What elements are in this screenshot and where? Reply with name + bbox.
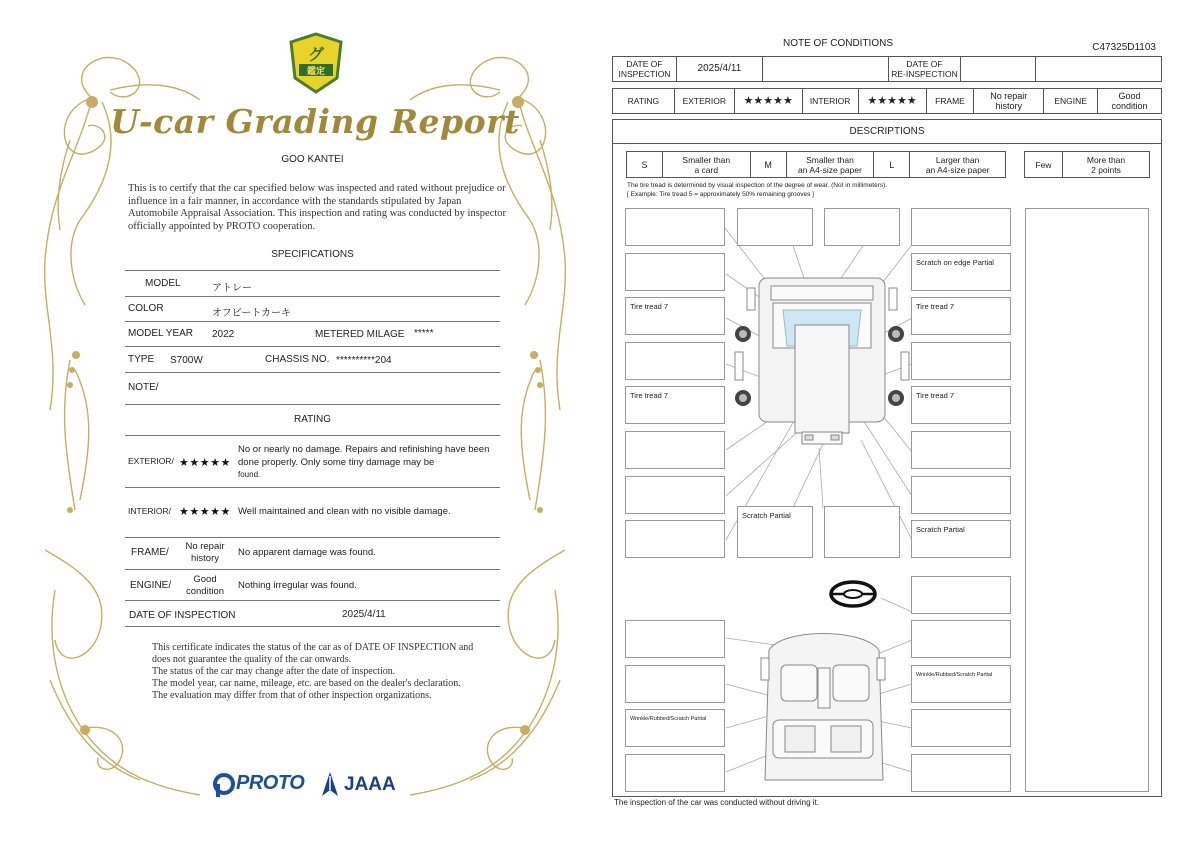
engine-value <box>176 574 234 597</box>
engine-description: Nothing irregular was found. <box>238 580 357 591</box>
legend-text: Larger than <box>935 154 980 165</box>
callout-box <box>911 342 1011 380</box>
legend-few: Few <box>1025 152 1063 178</box>
callout-text: Tire tread 7 <box>916 302 955 311</box>
note-label: NOTE/ <box>128 382 159 393</box>
car-top-view <box>735 278 909 444</box>
notes-column-box <box>1025 208 1149 792</box>
rating-header: RATING <box>613 89 675 114</box>
exterior-label: EXTERIOR/ <box>128 456 174 466</box>
rule <box>125 404 500 405</box>
goo-kantei-badge <box>287 32 345 96</box>
callout-box <box>625 520 725 558</box>
empty-cell <box>762 57 888 82</box>
date-of-inspection-value: 2025/4/11 <box>342 609 386 620</box>
report-subtitle: GOO KANTEI <box>281 154 344 165</box>
empty-cell <box>961 57 1036 82</box>
callout-box <box>824 506 900 558</box>
exterior-description <box>238 444 500 482</box>
chassis-value: **********204 <box>336 355 392 366</box>
label: DATE OF <box>626 59 663 69</box>
grading-certificate <box>40 30 585 820</box>
color-value: オフビートカーキ <box>212 308 291 319</box>
exterior-header: EXTERIOR <box>674 89 734 114</box>
legend-text: More than <box>1086 154 1126 165</box>
metered-milage-value: ***** <box>414 328 434 339</box>
date-of-inspection-header <box>613 57 677 82</box>
proto-logo-icon <box>212 772 236 798</box>
frame-value-line1: No repair <box>185 541 225 552</box>
interior-stars: ★★★★★ <box>179 506 231 518</box>
callout-box-interior-right <box>911 665 1011 703</box>
date-of-inspection-value: 2025/4/11 <box>676 57 762 82</box>
callout-text: Tire tread 7 <box>630 391 669 400</box>
rule <box>125 270 500 271</box>
callout-box <box>625 208 725 246</box>
rule <box>125 626 500 627</box>
callout-box <box>911 208 1011 246</box>
proto-logo-text: PROTO <box>236 772 305 794</box>
engine-label: ENGINE/ <box>130 580 172 591</box>
callout-box <box>911 431 1011 469</box>
logos <box>212 770 412 800</box>
callout-box-scratch-rear-left <box>737 506 813 558</box>
callout-text: Scratch Partial <box>742 511 791 520</box>
callout-box <box>737 208 813 246</box>
frame-value-line2: history <box>191 552 219 564</box>
model-year-value: 2022 <box>212 329 235 340</box>
rule <box>125 435 500 436</box>
type-label: TYPE <box>128 354 155 365</box>
rule <box>125 321 500 322</box>
svg-text:グ: グ <box>307 45 325 64</box>
callout-box-steering <box>911 576 1011 614</box>
engine-value-line1: Good <box>193 574 217 585</box>
callout-text: Tire tread 7 <box>916 391 955 400</box>
model-value: アトレー <box>212 283 252 294</box>
date-of-reinspection-header <box>888 57 961 82</box>
rule <box>125 537 500 538</box>
callout-text: Tire tread 7 <box>630 302 669 311</box>
chassis-label: CHASSIS NO. <box>265 354 330 365</box>
specifications-heading: SPECIFICATIONS <box>271 249 354 260</box>
callout-box <box>625 253 725 291</box>
interior-label: INTERIOR/ <box>128 506 171 516</box>
car-interior-view <box>761 634 885 781</box>
footer-line: The evaluation may differ from that of other inspection organizations. <box>152 690 432 701</box>
model-year-label: MODEL YEAR <box>128 328 194 339</box>
metered-milage-label: METERED MILAGE <box>315 329 405 340</box>
frame-value-line1: No repair <box>990 91 1028 101</box>
callout-box-tire-rear-left <box>625 386 725 424</box>
legend-s: S <box>627 152 663 178</box>
tread-note-line: The tire tread is determined by visual inspection of the degree of wear. (Not in millimeters). <box>627 182 888 189</box>
report-title: U-car Grading Report <box>110 102 520 141</box>
date-of-inspection-label: DATE OF INSPECTION <box>129 610 236 621</box>
color-label: COLOR <box>128 303 164 314</box>
jaaa-logo-text: JAAA <box>344 774 396 795</box>
rule <box>125 296 500 297</box>
empty-cell <box>1036 57 1162 82</box>
callout-text: Scratch on edge Partial <box>916 258 994 267</box>
legend-text: 2 points <box>1091 164 1121 175</box>
callout-box <box>911 754 1011 792</box>
callout-box-tire-front-left <box>625 297 725 335</box>
callout-box <box>911 476 1011 514</box>
driving-note: The inspection of the car was conducted without driving it. <box>614 798 819 807</box>
engine-value <box>1098 89 1162 114</box>
callout-box-interior-left <box>625 709 725 747</box>
callout-text: Wrinkle/Rubbed/Scratch Partial <box>630 716 707 722</box>
footer-line: The status of the car may change after the date of inspection. <box>152 666 396 677</box>
exterior-stars: ★★★★★ <box>179 457 231 469</box>
legend-text: an A4-size paper <box>925 164 990 175</box>
engine-header: ENGINE <box>1044 89 1098 114</box>
model-label: MODEL <box>145 278 181 289</box>
engine-value-line1: Good <box>1118 91 1141 101</box>
descriptions-heading: DESCRIPTIONS <box>613 120 1161 144</box>
descriptions-panel <box>612 119 1162 797</box>
callout-text: Wrinkle/Rubbed/Scratch Partial <box>916 672 993 678</box>
legend-text: an A4-size paper <box>798 164 862 175</box>
badge-text: 鑑定 <box>306 67 326 77</box>
callout-box <box>911 709 1011 747</box>
exterior-description-text: No or nearly no damage. Repairs and refinishing have been done properly. Only some tiny damage may be <box>238 444 490 468</box>
certification-intro: This is to certify that the car specified below was inspected and rated without prejudice or influence in a fair manner, in accordance with the standards stipulated by Japan Automobile Appraisal Association. This inspection and rating was conducted by inspector officially appointed by PROTO cooperation. <box>128 183 507 232</box>
steering-wheel-icon <box>831 582 875 606</box>
callout-box <box>625 476 725 514</box>
callout-box <box>625 342 725 380</box>
callout-box-scratch-edge <box>911 253 1011 291</box>
certificate-footer <box>152 642 482 702</box>
jaaa-logo-icon <box>318 770 342 798</box>
label: RE-INSPECTION <box>891 69 958 79</box>
legend-text: Smaller than <box>806 154 854 165</box>
rule <box>125 569 500 570</box>
exterior-description-end: found. <box>238 470 261 479</box>
callout-box <box>625 431 725 469</box>
tread-note-line: [ Example: Tire tread 5 = approximately 50% remaining grooves ] <box>627 191 814 198</box>
frame-value <box>176 541 234 564</box>
engine-value-line2: condition <box>185 585 225 597</box>
legend-l: L <box>874 152 910 178</box>
legend-text: Smaller than <box>682 154 731 165</box>
interior-stars: ★★★★★ <box>858 89 926 114</box>
frame-header: FRAME <box>926 89 974 114</box>
label: DATE OF <box>906 59 943 69</box>
rating-table <box>612 88 1162 114</box>
rule <box>125 487 500 488</box>
callout-box <box>911 620 1011 658</box>
footer-line: This certificate indicates the status of the car as of DATE OF INSPECTION and does not guarantee the quality of the car onwards. <box>152 642 474 665</box>
note-title: NOTE OF CONDITIONS <box>783 38 893 49</box>
rule <box>125 346 500 347</box>
frame-value <box>974 89 1044 114</box>
exterior-stars: ★★★★★ <box>734 89 802 114</box>
rule <box>125 372 500 373</box>
callout-box-tire-front-right <box>911 297 1011 335</box>
frame-description: No apparent damage was found. <box>238 547 376 558</box>
callout-text: Scratch Partial <box>916 525 965 534</box>
type-value: S700W <box>170 355 203 366</box>
rating-heading: RATING <box>293 414 332 425</box>
inspection-dates-table <box>612 56 1162 82</box>
frame-label: FRAME/ <box>131 547 169 558</box>
callout-box-scratch-rear-right <box>911 520 1011 558</box>
interior-description: Well maintained and clean with no visible damage. <box>238 506 451 517</box>
note-of-conditions <box>612 32 1164 812</box>
callout-box <box>625 754 725 792</box>
report-code: C47325D1103 <box>1092 42 1156 53</box>
engine-value-line2: condition <box>1111 101 1148 111</box>
footer-line: The model year, car name, mileage, etc. are based on the dealer's declaration. <box>152 678 461 689</box>
label: INSPECTION <box>618 69 671 79</box>
callout-box-tire-rear-right <box>911 386 1011 424</box>
legend-text: a card <box>694 164 719 175</box>
interior-header: INTERIOR <box>802 89 858 114</box>
callout-box <box>824 208 900 246</box>
rule <box>125 600 500 601</box>
legend-m: M <box>750 152 786 178</box>
callout-box <box>625 665 725 703</box>
frame-value-line2: history <box>995 101 1023 111</box>
callout-box <box>625 620 725 658</box>
